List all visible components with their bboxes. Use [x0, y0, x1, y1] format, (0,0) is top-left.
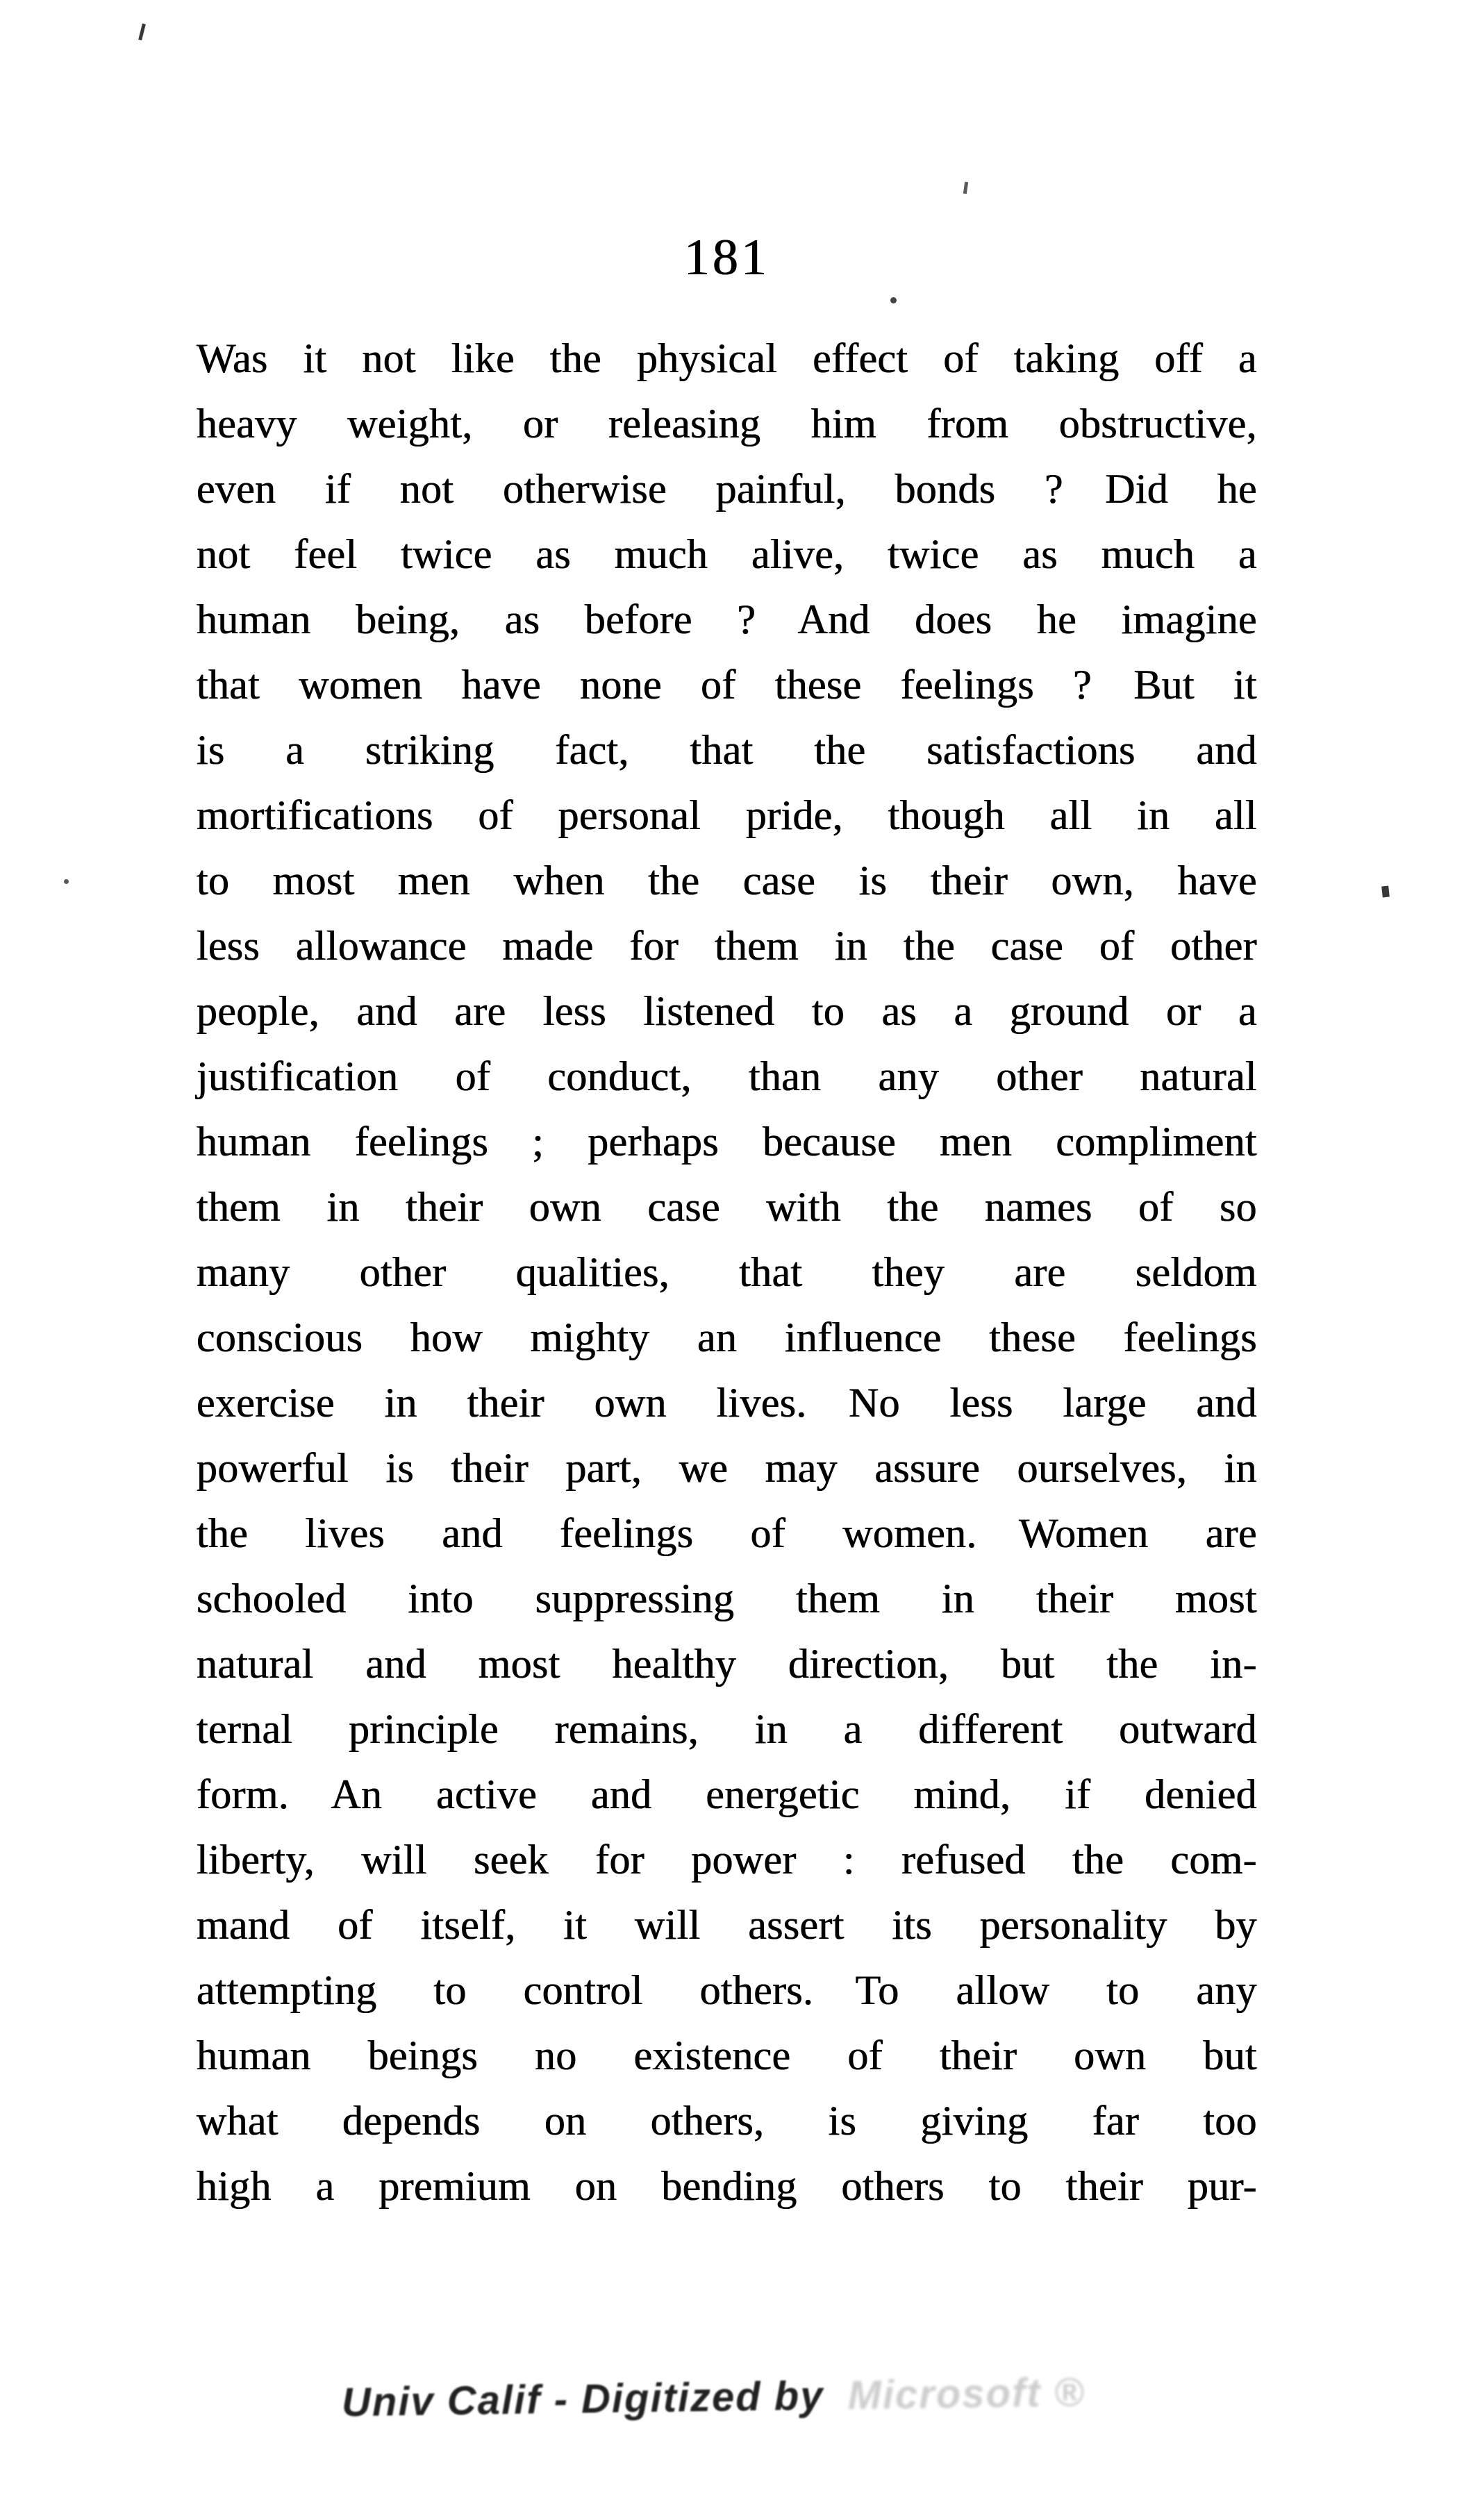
text-line: them in their own case with the names of so — [197, 1184, 1257, 1230]
text-line: human being, as before ? And does he imagine — [197, 596, 1257, 642]
text-line: people, and are less listened to as a ground or a — [197, 988, 1257, 1034]
text-line: mand of itself, it will assert its personality by — [197, 1902, 1257, 1948]
text-line: that women have none of these feelings ? But it — [197, 662, 1257, 708]
text-line: exercise in their own lives. No less large and — [197, 1380, 1257, 1426]
text-line: less allowance made for them in the case of other — [197, 923, 1257, 969]
scan-speck — [963, 182, 968, 194]
text-line: natural and most healthy direction, but the in- — [197, 1641, 1257, 1687]
text-line: heavy weight, or releasing him from obstructive, — [197, 401, 1257, 447]
text-line: what depends on others, is giving far too — [197, 2098, 1257, 2144]
text-line: ternal principle remains, in a different outward — [197, 1706, 1257, 1752]
text-line: is a striking fact, that the satisfactions and — [197, 727, 1257, 773]
text-line: not feel twice as much alive, twice as much a — [197, 531, 1257, 577]
text-line: to most men when the case is their own, have — [197, 858, 1257, 903]
text-line: the lives and feelings of women. Women are — [197, 1510, 1257, 1556]
body-text — [197, 326, 1257, 2219]
scan-speck — [890, 297, 897, 303]
text-line: high a premium on bending others to their pur- — [197, 2163, 1257, 2209]
text-line: powerful is their part, we may assure ourselves, in — [197, 1445, 1257, 1491]
text-line: attempting to control others. To allow to any — [197, 1967, 1257, 2013]
scan-speck — [1381, 886, 1390, 898]
scan-speck — [138, 24, 146, 40]
text-line: human beings no existence of their own but — [197, 2033, 1257, 2078]
text-line: many other qualities, that they are seldom — [197, 1249, 1257, 1295]
text-line: form. An active and energetic mind, if denied — [197, 1771, 1257, 1817]
text-line: Was it not like the physical effect of taking off a — [197, 335, 1257, 381]
text-line: conscious how mighty an influence these feelings — [197, 1315, 1257, 1360]
digitization-watermark — [342, 2369, 1085, 2428]
page-number: 181 — [684, 229, 770, 286]
text-line: justification of conduct, than any other natural — [197, 1053, 1257, 1099]
watermark-main-text: Univ Calif - Digitized by — [341, 2373, 824, 2426]
text-line: even if not otherwise painful, bonds ? Did he — [197, 466, 1257, 512]
watermark-faded-text: Microsoft ® — [847, 2369, 1085, 2419]
text-line: mortifications of personal pride, though all in all — [197, 792, 1257, 838]
text-line: human feelings ; perhaps because men compliment — [197, 1119, 1257, 1165]
text-line: liberty, will seek for power : refused the com- — [197, 1837, 1257, 1883]
text-line: schooled into suppressing them in their most — [197, 1576, 1257, 1621]
scan-speck — [64, 879, 69, 884]
